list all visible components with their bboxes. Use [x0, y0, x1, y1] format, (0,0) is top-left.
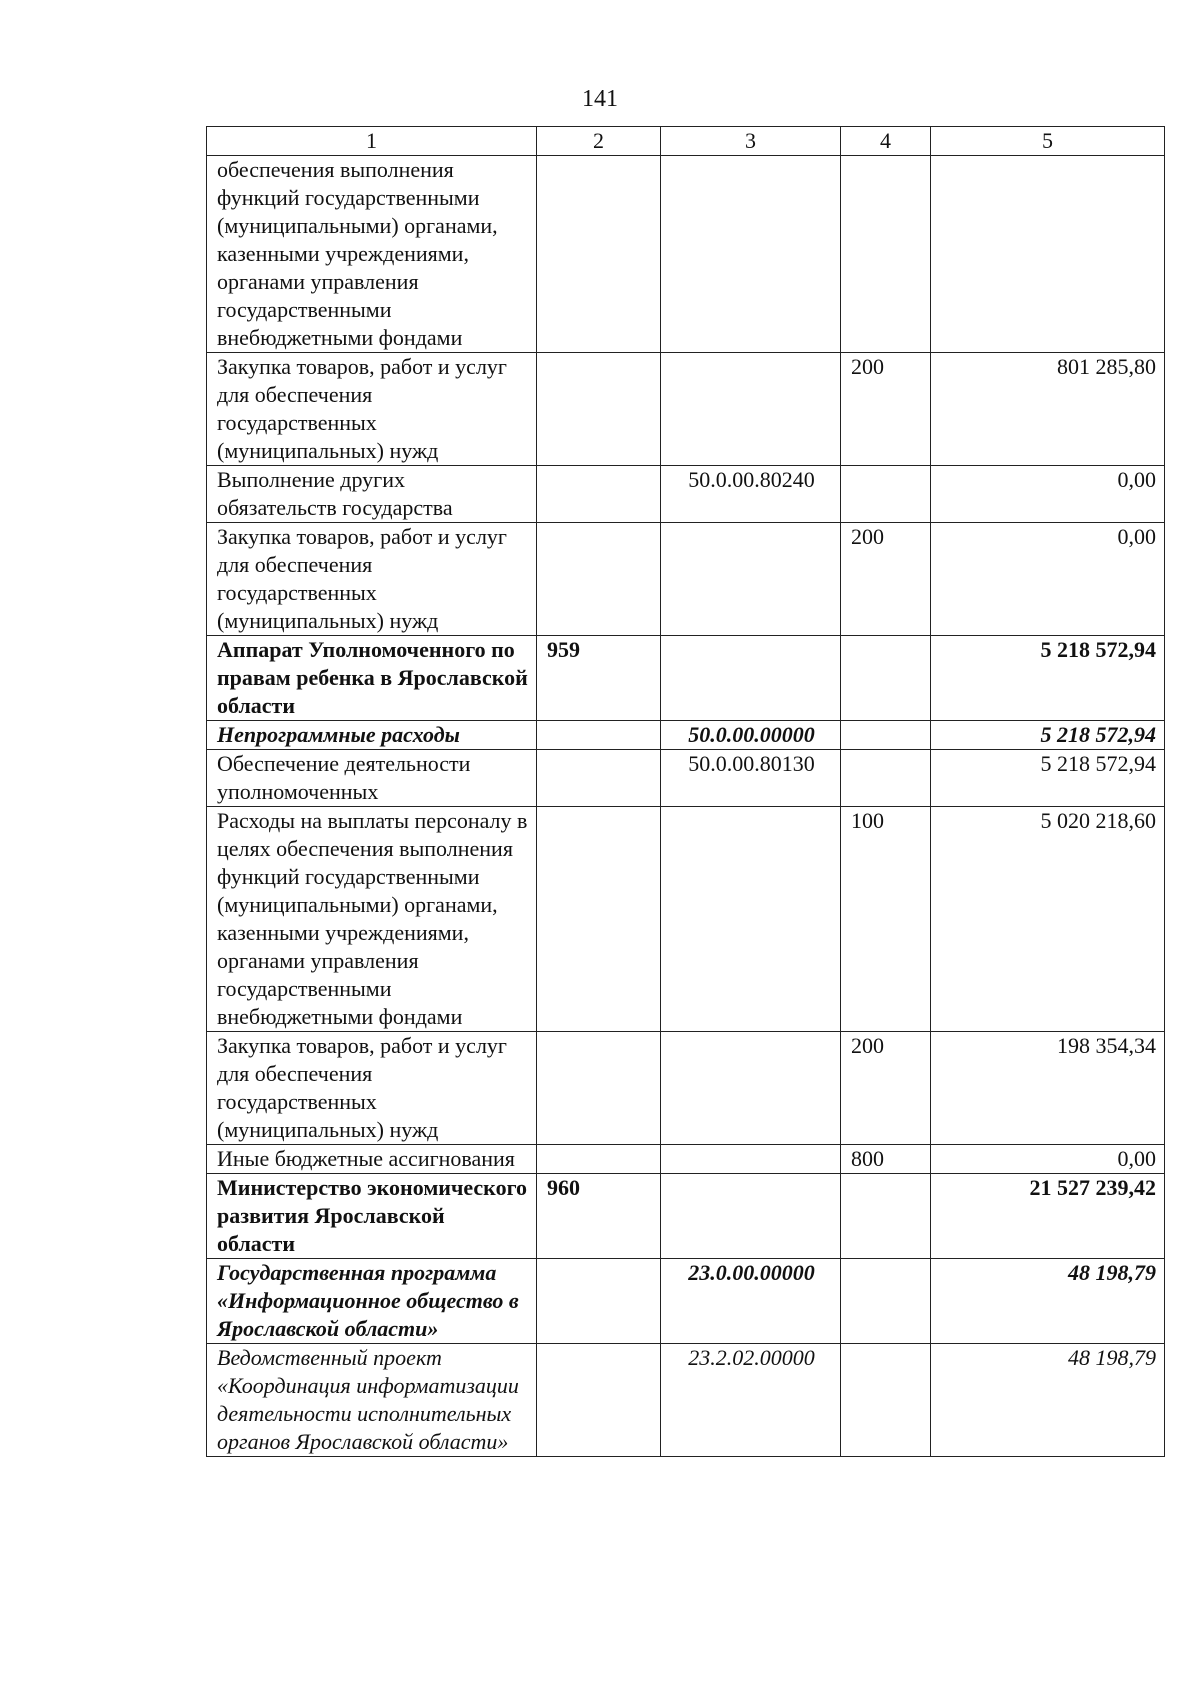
target-article-cell [661, 353, 841, 466]
target-article-cell [661, 807, 841, 1032]
dept-code-cell [537, 523, 661, 636]
dept-code-cell: 960 [537, 1174, 661, 1259]
dept-code-cell [537, 156, 661, 353]
row-name-cell: Министерство экономического развития Ярославской области [207, 1174, 537, 1259]
amount-cell: 0,00 [931, 1145, 1165, 1174]
table-row [207, 636, 1165, 721]
expense-type-cell: 200 [841, 353, 931, 466]
row-name-cell: Расходы на выплаты персоналу в целях обеспечения выполнения функций государственными (муниципальными) органами, казенными учреждениями, органами управления государственными внебюджетными фондами [207, 807, 537, 1032]
expense-type-cell [841, 636, 931, 721]
expense-type-cell [841, 750, 931, 807]
expense-type-cell: 200 [841, 523, 931, 636]
amount-cell: 0,00 [931, 523, 1165, 636]
dept-code-cell [537, 1259, 661, 1344]
target-article-cell [661, 156, 841, 353]
target-article-cell: 23.2.02.00000 [661, 1344, 841, 1457]
amount-cell: 5 020 218,60 [931, 807, 1165, 1032]
header-col-2: 2 [537, 127, 661, 156]
target-article-cell [661, 523, 841, 636]
header-col-5: 5 [931, 127, 1165, 156]
table-row [207, 156, 1165, 353]
amount-cell: 5 218 572,94 [931, 750, 1165, 807]
row-name-cell: Непрограммные расходы [207, 721, 537, 750]
amount-cell: 48 198,79 [931, 1259, 1165, 1344]
table-row [207, 1344, 1165, 1457]
target-article-cell [661, 636, 841, 721]
table-row [207, 721, 1165, 750]
row-name-cell: Государственная программа «Информационное общество в Ярославской области» [207, 1259, 537, 1344]
expense-type-cell: 200 [841, 1032, 931, 1145]
amount-cell: 0,00 [931, 466, 1165, 523]
expense-type-cell: 100 [841, 807, 931, 1032]
amount-cell: 48 198,79 [931, 1344, 1165, 1457]
table-row [207, 1259, 1165, 1344]
dept-code-cell [537, 1344, 661, 1457]
expense-type-cell [841, 721, 931, 750]
dept-code-cell [537, 750, 661, 807]
header-col-1: 1 [207, 127, 537, 156]
table-row [207, 807, 1165, 1032]
row-name-cell: Закупка товаров, работ и услуг для обеспечения государственных (муниципальных) нужд [207, 1032, 537, 1145]
target-article-cell [661, 1145, 841, 1174]
table-row [207, 353, 1165, 466]
expense-type-cell [841, 1259, 931, 1344]
target-article-cell: 50.0.00.80240 [661, 466, 841, 523]
dept-code-cell [537, 721, 661, 750]
target-article-cell: 50.0.00.80130 [661, 750, 841, 807]
budget-table [206, 126, 1165, 1457]
row-name-cell: Ведомственный проект «Координация информатизации деятельности исполнительных органов Ярославской области» [207, 1344, 537, 1457]
expense-type-cell [841, 466, 931, 523]
amount-cell: 5 218 572,94 [931, 721, 1165, 750]
dept-code-cell: 959 [537, 636, 661, 721]
expense-type-cell [841, 156, 931, 353]
row-name-cell: Закупка товаров, работ и услуг для обеспечения государственных (муниципальных) нужд [207, 353, 537, 466]
dept-code-cell [537, 1145, 661, 1174]
row-name-cell: Выполнение других обязательств государства [207, 466, 537, 523]
row-name-cell: Иные бюджетные ассигнования [207, 1145, 537, 1174]
page-number: 141 [582, 86, 618, 112]
row-name-cell: Обеспечение деятельности уполномоченных [207, 750, 537, 807]
table-row [207, 1174, 1165, 1259]
dept-code-cell [537, 353, 661, 466]
amount-cell [931, 156, 1165, 353]
row-name-cell: обеспечения выполнения функций государственными (муниципальными) органами, казенными учреждениями, органами управления государственными внебюджетными фондами [207, 156, 537, 353]
table-body [207, 156, 1165, 1457]
table-row [207, 1032, 1165, 1145]
row-name-cell: Закупка товаров, работ и услуг для обеспечения государственных (муниципальных) нужд [207, 523, 537, 636]
row-name-cell: Аппарат Уполномоченного по правам ребенка в Ярославской области [207, 636, 537, 721]
header-col-3: 3 [661, 127, 841, 156]
target-article-cell: 50.0.00.00000 [661, 721, 841, 750]
expense-type-cell [841, 1344, 931, 1457]
amount-cell: 21 527 239,42 [931, 1174, 1165, 1259]
table-row [207, 523, 1165, 636]
target-article-cell: 23.0.00.00000 [661, 1259, 841, 1344]
header-row [207, 127, 1165, 156]
table-row [207, 750, 1165, 807]
dept-code-cell [537, 466, 661, 523]
expense-type-cell: 800 [841, 1145, 931, 1174]
table-row [207, 466, 1165, 523]
dept-code-cell [537, 1032, 661, 1145]
amount-cell: 198 354,34 [931, 1032, 1165, 1145]
target-article-cell [661, 1032, 841, 1145]
table-row [207, 1145, 1165, 1174]
target-article-cell [661, 1174, 841, 1259]
amount-cell: 5 218 572,94 [931, 636, 1165, 721]
amount-cell: 801 285,80 [931, 353, 1165, 466]
dept-code-cell [537, 807, 661, 1032]
expense-type-cell [841, 1174, 931, 1259]
header-col-4: 4 [841, 127, 931, 156]
